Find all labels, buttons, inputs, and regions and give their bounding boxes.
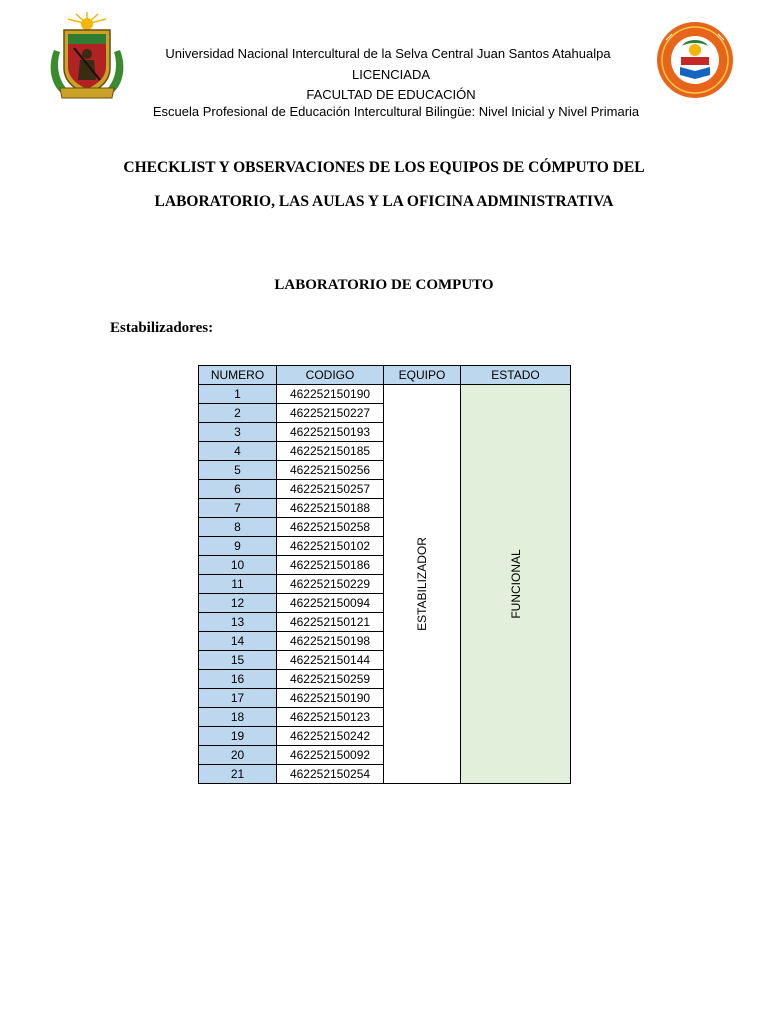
table-header-row	[199, 366, 571, 385]
row-codigo: 462252150257	[277, 480, 384, 499]
document-title-line-2: LABORATORIO, LAS AULAS Y LA OFICINA ADMINISTRATIVA	[154, 193, 614, 210]
header-numero: NUMERO	[199, 366, 277, 385]
row-codigo: 462252150188	[277, 499, 384, 518]
row-codigo: 462252150193	[277, 423, 384, 442]
row-codigo: 462252150190	[277, 385, 384, 404]
estado-merged-cell	[461, 385, 571, 784]
row-codigo: 462252150186	[277, 556, 384, 575]
faculty-name: FACULTAD DE EDUCACIÓN	[306, 87, 476, 102]
row-numero: 20	[199, 746, 277, 765]
row-numero: 17	[199, 689, 277, 708]
row-codigo: 462252150229	[277, 575, 384, 594]
header-codigo: CODIGO	[277, 366, 384, 385]
row-numero: 7	[199, 499, 277, 518]
row-codigo: 462252150256	[277, 461, 384, 480]
row-numero: 12	[199, 594, 277, 613]
row-numero: 8	[199, 518, 277, 537]
row-numero: 11	[199, 575, 277, 594]
row-numero: 5	[199, 461, 277, 480]
row-numero: 13	[199, 613, 277, 632]
row-codigo: 462252150254	[277, 765, 384, 784]
row-numero: 16	[199, 670, 277, 689]
row-numero: 19	[199, 727, 277, 746]
row-numero: 10	[199, 556, 277, 575]
section-title: LABORATORIO DE COMPUTO	[274, 277, 494, 293]
row-numero: 21	[199, 765, 277, 784]
university-name: Universidad Nacional Intercultural de la Selva Central Juan Santos Atahualpa	[165, 46, 611, 61]
row-numero: 14	[199, 632, 277, 651]
row-numero: 15	[199, 651, 277, 670]
row-numero: 6	[199, 480, 277, 499]
licensing-status: LICENCIADA	[351, 67, 431, 82]
row-codigo: 462252150198	[277, 632, 384, 651]
row-codigo: 462252150092	[277, 746, 384, 765]
estado-label: FUNCIONAL	[508, 549, 523, 619]
row-codigo: 462252150123	[277, 708, 384, 727]
row-codigo: 462252150144	[277, 651, 384, 670]
row-codigo: 462252150227	[277, 404, 384, 423]
row-numero: 2	[199, 404, 277, 423]
row-codigo: 462252150242	[277, 727, 384, 746]
document-title-line-1: CHECKLIST Y OBSERVACIONES DE LOS EQUIPOS DE CÓMPUTO DEL	[123, 159, 645, 176]
row-codigo: 462252150258	[277, 518, 384, 537]
row-numero: 9	[199, 537, 277, 556]
school-name: Escuela Profesional de Educación Intercultural Bilingüe: Nivel Inicial y Nivel Primaria	[152, 104, 640, 119]
row-numero: 4	[199, 442, 277, 461]
table-row	[199, 385, 571, 404]
equipo-merged-cell	[384, 385, 461, 784]
subsection-title: Estabilizadores:	[110, 320, 214, 336]
equipo-label: ESTABILIZADOR	[415, 537, 429, 631]
row-codigo: 462252150102	[277, 537, 384, 556]
row-codigo: 462252150185	[277, 442, 384, 461]
row-numero: 3	[199, 423, 277, 442]
row-numero: 18	[199, 708, 277, 727]
header-estado: ESTADO	[461, 366, 571, 385]
row-codigo: 462252150094	[277, 594, 384, 613]
row-numero: 1	[199, 385, 277, 404]
row-codigo: 462252150121	[277, 613, 384, 632]
row-codigo: 462252150259	[277, 670, 384, 689]
equipment-table	[198, 365, 571, 784]
row-codigo: 462252150190	[277, 689, 384, 708]
header-equipo: EQUIPO	[384, 366, 461, 385]
